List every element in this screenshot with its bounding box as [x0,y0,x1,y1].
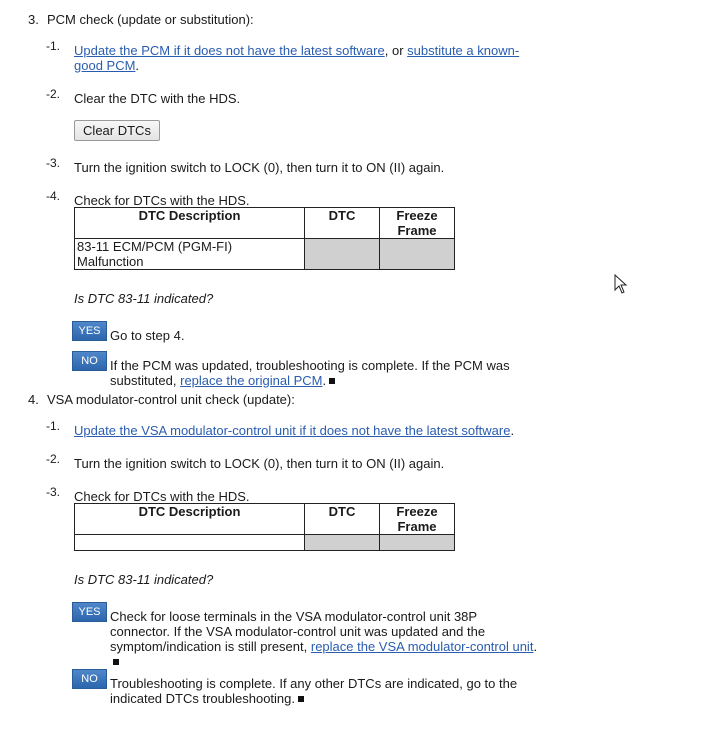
text-fragment: If the PCM was updated, troubleshooting is complete. If the PCM was substituted, [110,358,510,388]
table-cell-dtc [305,239,380,270]
text-fragment: . [135,58,140,73]
step-title: VSA modulator-control unit check (update): [47,392,295,407]
yes-badge: YES [72,321,107,341]
text-fragment: , or [384,43,408,58]
dtc-table-2 [74,503,455,551]
no-answer [110,358,540,388]
step-3-heading [28,12,254,27]
replace-original-pcm-link[interactable]: replace the original PCM [180,373,323,388]
col-dtc-description: DTC Description [75,208,305,239]
update-vsa-link[interactable]: Update the VSA modulator-control unit if it does not have the latest software [74,423,511,438]
end-marker [329,378,335,384]
substitute-pcm-link[interactable]: substitute a known-good PCM [74,43,520,73]
no-badge: NO [72,351,107,371]
end-marker [113,659,119,665]
sub-step-number: -2. [46,87,61,101]
update-pcm-link[interactable]: Update the PCM if it does not have the latest software [74,43,385,58]
no-answer [110,676,540,706]
step-title: PCM check (update or substitution): [47,12,254,27]
table-cell-description [75,535,305,551]
sub-step-text [74,423,544,438]
dtc-table-1 [74,207,455,270]
yes-badge: YES [72,602,107,622]
col-dtc: DTC [305,208,380,239]
col-freeze-frame: Freeze Frame [380,208,455,239]
question-dtc-indicated: Is DTC 83-11 indicated? [74,572,214,587]
step-number: 3. [28,12,39,27]
sub-step-text: Check for DTCs with the HDS. [74,193,250,208]
sub-step-number: -2. [46,452,61,466]
text-fragment: Check for loose terminals in the VSA modulator-control unit 38P connector. If the VSA modulator-control unit was updated and the symptom/indication is still present, [110,609,486,654]
step-4-heading [28,392,295,407]
col-dtc: DTC [305,504,380,535]
text-fragment: . [322,373,327,388]
end-marker [298,696,304,702]
no-badge: NO [72,669,107,689]
sub-step-text: Turn the ignition switch to LOCK (0), then turn it to ON (II) again. [74,456,445,471]
text-fragment: Troubleshooting is complete. If any other DTCs are indicated, go to the indicated DTCs troubleshooting. [110,676,518,706]
sub-step-number: -4. [46,189,61,203]
clear-dtcs-button[interactable]: Clear DTCs [74,120,160,141]
text-fragment: . [533,639,538,654]
sub-step-text: Turn the ignition switch to LOCK (0), then turn it to ON (II) again. [74,160,445,175]
sub-step-number: -1. [46,419,61,433]
table-cell-freeze-frame [380,239,455,270]
mouse-pointer-icon [614,274,628,294]
table-cell-freeze-frame [380,535,455,551]
sub-step-number: -1. [46,39,61,53]
sub-step-text: Clear the DTC with the HDS. [74,91,241,106]
sub-step-text [74,43,544,73]
yes-answer [110,609,540,669]
yes-answer: Go to step 4. [110,328,185,343]
question-dtc-indicated: Is DTC 83-11 indicated? [74,291,214,306]
table-cell-dtc [305,535,380,551]
sub-step-text: Check for DTCs with the HDS. [74,489,250,504]
col-freeze-frame: Freeze Frame [380,504,455,535]
replace-vsa-unit-link[interactable]: replace the VSA modulator-control unit [310,639,534,654]
sub-step-number: -3. [46,485,61,499]
step-number: 4. [28,392,39,407]
table-cell-description: 83-11 ECM/PCM (PGM-FI) Malfunction [75,239,305,270]
text-fragment: . [510,423,515,438]
sub-step-number: -3. [46,156,61,170]
col-dtc-description: DTC Description [75,504,305,535]
